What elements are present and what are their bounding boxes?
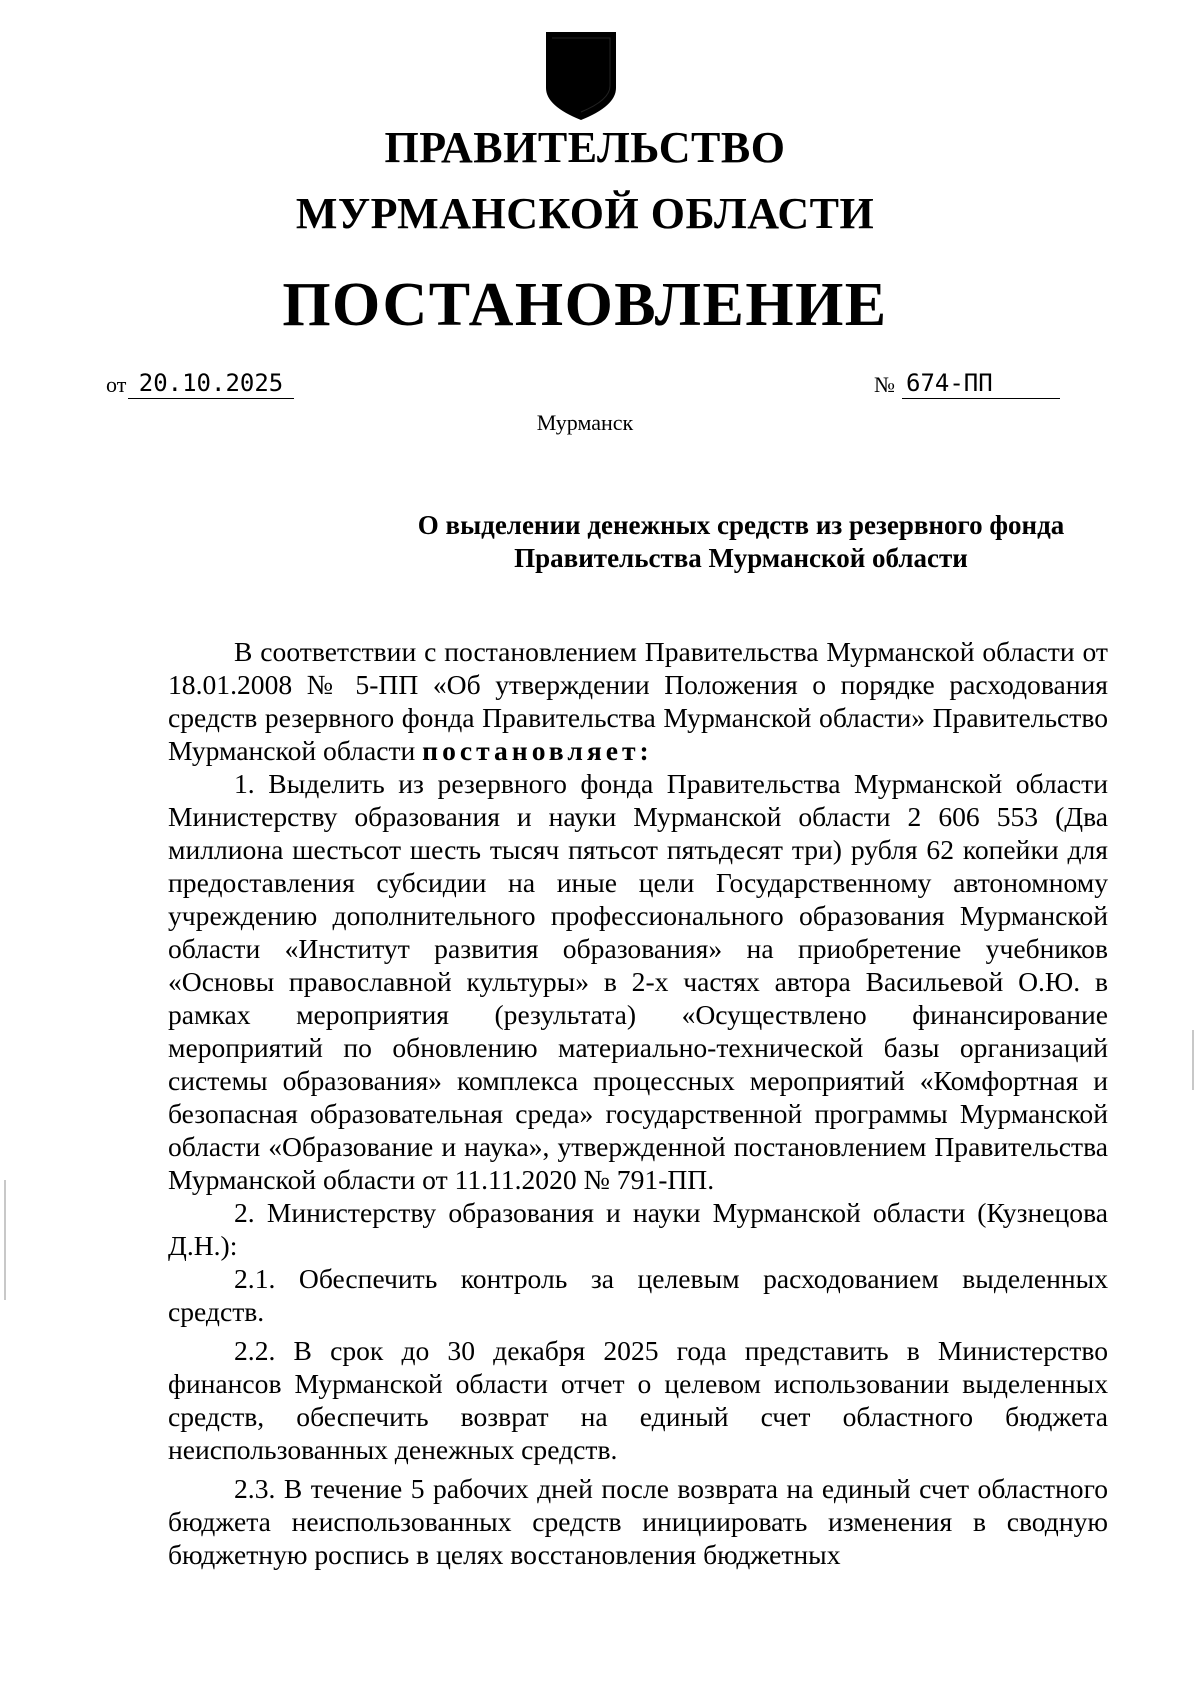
document-body: [168, 635, 1108, 1571]
coat-of-arms-icon: [542, 30, 620, 122]
paragraph-2-2: 2.2. В срок до 30 декабря 2025 года представить в Министерство финансов Мурманской области отчет о целевом использовании выделенных средств, обеспечить возврат на единый счет областного бюджета неиспользованных денежных средств.: [168, 1335, 1108, 1465]
document-type: ПОСТАНОВЛЕНИЕ: [282, 271, 888, 339]
document-number: 674-ПП: [902, 368, 1060, 399]
decree-word: постановляет:: [422, 735, 653, 766]
date-label: от: [106, 372, 127, 397]
document-title-line1: О выделении денежных средств из резервного фонда: [417, 510, 1065, 540]
scan-edge-mark: [1192, 1030, 1194, 1090]
preamble-text: В соответствии с постановлением Правительства Мурманской области от 18.01.2008 № 5-ПП «Об утверждении Положения о порядке расходования средств резервного фонда Правительства Мурманской области» Правительство Мурманской области: [168, 636, 1108, 766]
city: Мурманск: [536, 410, 634, 435]
government-name-line1: ПРАВИТЕЛЬСТВО: [384, 123, 786, 172]
paragraph-2: 2. Министерству образования и науки Мурманской области (Кузнецова Д.Н.):: [168, 1197, 1108, 1261]
government-name-line2: МУРМАНСКОЙ ОБЛАСТИ: [295, 189, 875, 238]
scan-edge-mark: [4, 1180, 6, 1300]
paragraph-2-3: 2.3. В течение 5 рабочих дней после возврата на единый счет областного бюджета неиспользованных средств инициировать изменения в сводную бюджетную роспись в целях восстановления бюджетных: [168, 1473, 1108, 1570]
paragraph-2-1: 2.1. Обеспечить контроль за целевым расходованием выделенных средств.: [168, 1263, 1108, 1327]
paragraph-1: 1. Выделить из резервного фонда Правительства Мурманской области Министерству образования и науки Мурманской области 2 606 553 (Два миллиона шестьсот шесть тысяч пятьсот пятьдесят три) рубля 62 копейки для предоставления субсидии на иные цели Государственному автономному учреждению дополнительного профессионального образования Мурманской области «Институт развития образования» на приобретение учебников «Основы православной культуры» в 2-х частях автора Васильевой О.Ю. в рамках мероприятия (результата) «Осуществлено финансирование мероприятий по обновлению материально-технической базы организаций системы образования» комплекса процессных мероприятий «Комфортная и безопасная образовательная среда» государственной программы Мурманской области «Образование и наука», утвержденной постановлением Правительства Мурманской области от 11.11.2020 № 791-ПП.: [168, 768, 1108, 1195]
preamble-paragraph: [168, 635, 1108, 767]
number-label: №: [874, 372, 895, 397]
document-title-line2: Правительства Мурманской области: [514, 543, 968, 573]
document-date: 20.10.2025: [128, 368, 294, 399]
